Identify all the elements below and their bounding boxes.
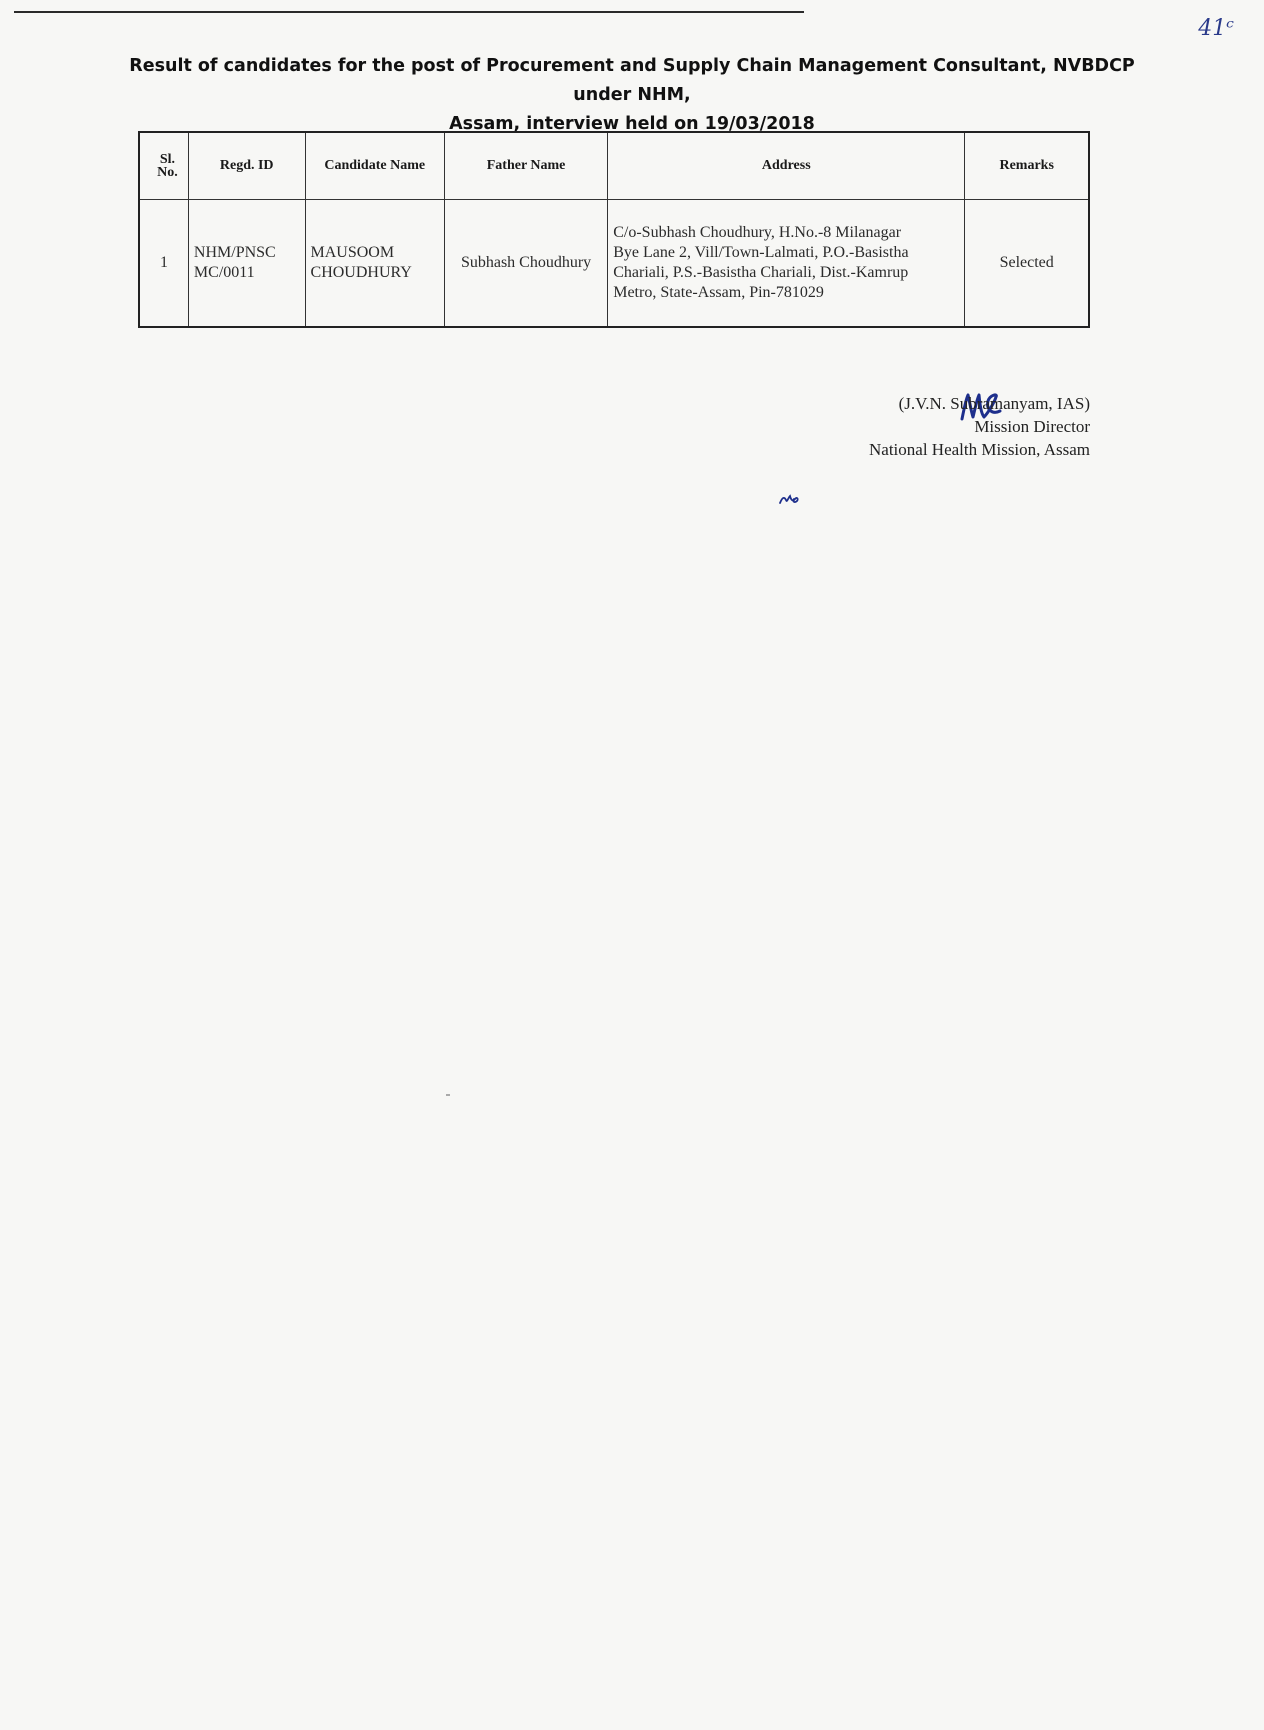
address-line3: Chariali, P.S.-Basistha Chariali, Dist.-Kamrup: [613, 264, 909, 281]
cell-regd-id: [188, 200, 305, 328]
signatory-designation: Mission Director: [974, 417, 1090, 436]
title-line-1: Result of candidates for the post of Procurement and Supply Chain Management Consultant, NVBDCP under NHM,: [129, 56, 1135, 105]
candidate-name-line2: CHOUDHURY: [310, 264, 412, 281]
regd-id-line2: MC/0011: [193, 264, 255, 281]
initials-icon: [778, 490, 802, 506]
address-line2: Bye Lane 2, Vill/Town-Lalmati, P.O.-Basistha: [613, 244, 909, 261]
cell-candidate-name: [305, 200, 444, 328]
scan-speck: [446, 1094, 450, 1096]
header-remarks: Remarks: [965, 132, 1089, 200]
cell-address: [608, 200, 965, 328]
result-table: [138, 131, 1090, 328]
header-father-name: Father Name: [444, 132, 607, 200]
header-sl-line1: Sl.: [159, 152, 176, 167]
address-line1: C/o-Subhash Choudhury, H.No.-8 Milanagar: [613, 224, 902, 241]
cell-remarks: Selected: [965, 200, 1089, 328]
document-title: [100, 52, 1164, 139]
top-rule: [14, 11, 804, 13]
header-address: Address: [608, 132, 965, 200]
header-sl-no: [139, 132, 188, 200]
table-row: [139, 200, 1089, 328]
signature-block: [780, 392, 1090, 461]
candidate-name-line1: MAUSOOM: [310, 244, 395, 261]
address-line4: Metro, State-Assam, Pin-781029: [613, 284, 824, 301]
signatory-name: (J.V.N. Subramanyam, IAS): [898, 394, 1090, 413]
header-candidate-name: Candidate Name: [305, 132, 444, 200]
handwritten-page-number: 41ᶜ: [1198, 16, 1234, 41]
cell-father-name: Subhash Choudhury: [444, 200, 607, 328]
header-sl-line2: No.: [157, 165, 178, 180]
regd-id-line1: NHM/PNSC: [193, 244, 276, 261]
table-header-row: [139, 132, 1089, 200]
title-line-2: Assam, interview held on 19/03/2018: [449, 114, 815, 134]
cell-sl-no: 1: [139, 200, 188, 328]
signatory-organization: National Health Mission, Assam: [869, 440, 1090, 459]
header-regd-id: Regd. ID: [188, 132, 305, 200]
